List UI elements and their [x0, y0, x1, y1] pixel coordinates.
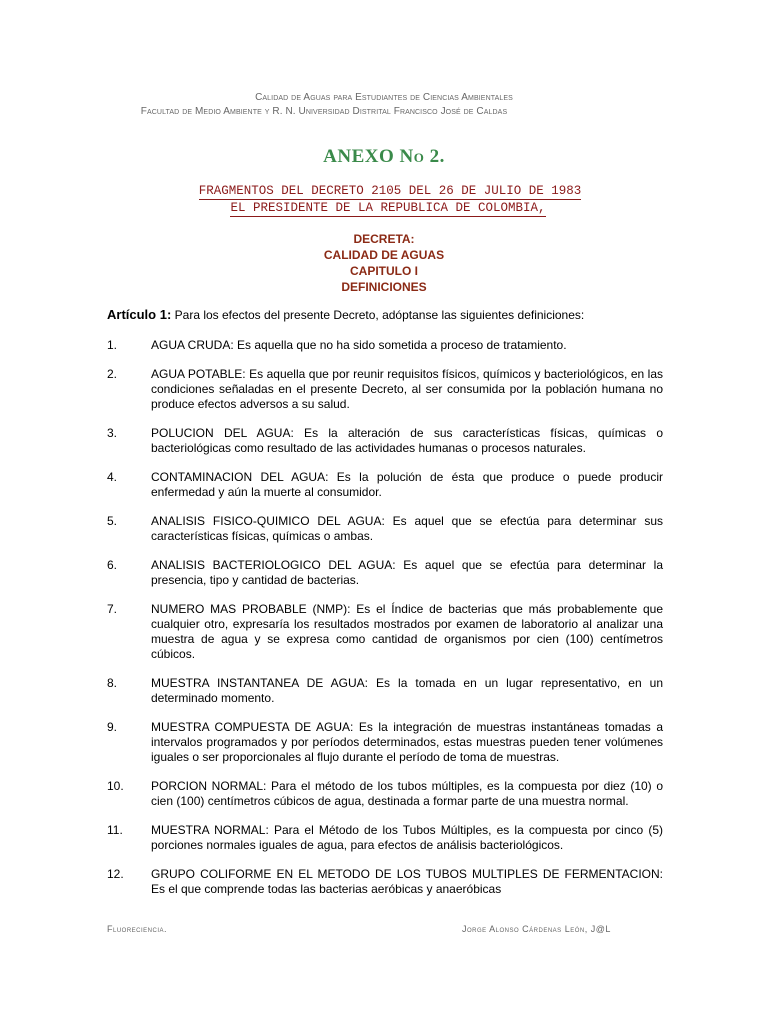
item-number: 3. — [107, 426, 118, 440]
article-label: Artículo 1: — [107, 307, 172, 322]
item-text: NUMERO MAS PROBABLE (NMP): Es el Índice de bacterias que más probablemente que cualquier otro, expresaría los resultados mostrados por examen de laboratorio al analizar una muestra de agua y se expresa como cantidad de organismos por cien (100) centímetros cúbicos. — [151, 602, 663, 661]
article-text: Para los efectos del presente Decreto, adóptanse las siguientes definiciones: — [174, 308, 585, 322]
list-item — [107, 602, 663, 662]
item-text: PORCION NORMAL: Para el método de los tubos múltiples, es la compuesta por diez (10) o cien (100) centímetros cúbicos de agua, destinada a formar parte de una muestra normal. — [151, 779, 663, 808]
fragment-line-1-text: FRAGMENTOS DEL DECRETO 2105 DEL 26 DE JULIO DE 1983 — [198, 184, 582, 198]
list-item — [107, 558, 663, 588]
footer-right: Jorge Alonso Cárdenas León, J@L — [462, 924, 611, 934]
item-text: CONTAMINACION DEL AGUA: Es la polución de ésta que produce o puede producir enfermedad y aún la muerte al consumidor. — [151, 470, 663, 499]
list-item — [107, 779, 663, 809]
item-text: MUESTRA NORMAL: Para el Método de los Tubos Múltiples, es la compuesta por cinco (5) porciones normales iguales de agua, para efectos de análisis bacteriológicos. — [151, 823, 663, 852]
annex-title: ANEXO No 2. — [323, 146, 445, 167]
item-number: 5. — [107, 514, 118, 528]
list-item — [107, 676, 663, 706]
item-number: 11. — [107, 823, 123, 837]
list-item — [107, 470, 663, 500]
header-line-1: Calidad de Aguas para Estudiantes de Ciencias Ambientales — [255, 92, 513, 103]
item-number: 2. — [107, 367, 118, 381]
list-item — [107, 426, 663, 456]
item-number: 8. — [107, 676, 118, 690]
item-number: 4. — [107, 470, 118, 484]
fragment-line-2 — [4, 201, 768, 215]
item-text: MUESTRA COMPUESTA DE AGUA: Es la integración de muestras instantáneas tomadas a intervalos programados y por períodos determinados, estas muestras pueden tener volúmenes iguales o ser proporcionales al flujo durante el período de toma de muestras. — [151, 720, 663, 764]
item-text: ANALISIS FISICO-QUIMICO DEL AGUA: Es aquel que se efectúa para determinar sus características físicas, químicas o ambas. — [151, 514, 663, 543]
item-text: AGUA CRUDA: Es aquella que no ha sido sometida a proceso de tratamiento. — [151, 338, 567, 352]
list-item — [107, 720, 663, 765]
header-line-2: Facultad de Medio Ambiente y R. N. Universidad Distrital Francisco José de Caldas — [140, 106, 508, 117]
footer-left: Fluoreciencia. — [107, 924, 168, 934]
item-text: POLUCION DEL AGUA: Es la alteración de sus características físicas, químicas o bacteriológicas como resultado de las actividades humanas o procesos naturales. — [151, 426, 663, 455]
list-item — [107, 867, 663, 897]
item-number: 7. — [107, 602, 118, 616]
item-number: 1. — [107, 338, 118, 352]
item-number: 9. — [107, 720, 118, 734]
decree-heading-line-2: CALIDAD DE AGUAS — [323, 248, 445, 262]
list-item — [107, 338, 663, 353]
list-item — [107, 514, 663, 544]
item-text: AGUA POTABLE: Es aquella que por reunir requisitos físicos, químicos y bacteriológicos, en las condiciones señaladas en el presente Decreto, al ser consumida por la población humana no produce efectos adversos a su salud. — [151, 367, 663, 411]
item-text: GRUPO COLIFORME EN EL METODO DE LOS TUBOS MULTIPLES DE FERMENTACION: Es el que comprende todas las bacterias aeróbicas y anaeróbicas — [151, 867, 663, 896]
item-text: MUESTRA INSTANTANEA DE AGUA: Es la tomada en un lugar representativo, en un determinado momento. — [151, 676, 663, 705]
definitions-list — [107, 338, 663, 911]
list-item — [107, 823, 663, 853]
fragment-line-1 — [6, 184, 768, 198]
decree-heading-line-3: CAPITULO I — [350, 264, 418, 278]
fragment-line-2-text: EL PRESIDENTE DE LA REPUBLICA DE COLOMBIA, — [230, 201, 546, 215]
item-number: 10. — [107, 779, 124, 793]
decree-heading — [0, 231, 768, 295]
list-item — [107, 367, 663, 412]
item-number: 6. — [107, 558, 118, 572]
decree-heading-line-4: DEFINICIONES — [341, 280, 427, 294]
item-number: 12. — [107, 867, 124, 881]
item-text: ANALISIS BACTERIOLOGICO DEL AGUA: Es aquel que se efectúa para determinar la presencia, tipo y cantidad de bacterias. — [151, 558, 663, 587]
article-intro — [107, 307, 584, 322]
decree-heading-line-1: DECRETA: — [353, 232, 415, 246]
